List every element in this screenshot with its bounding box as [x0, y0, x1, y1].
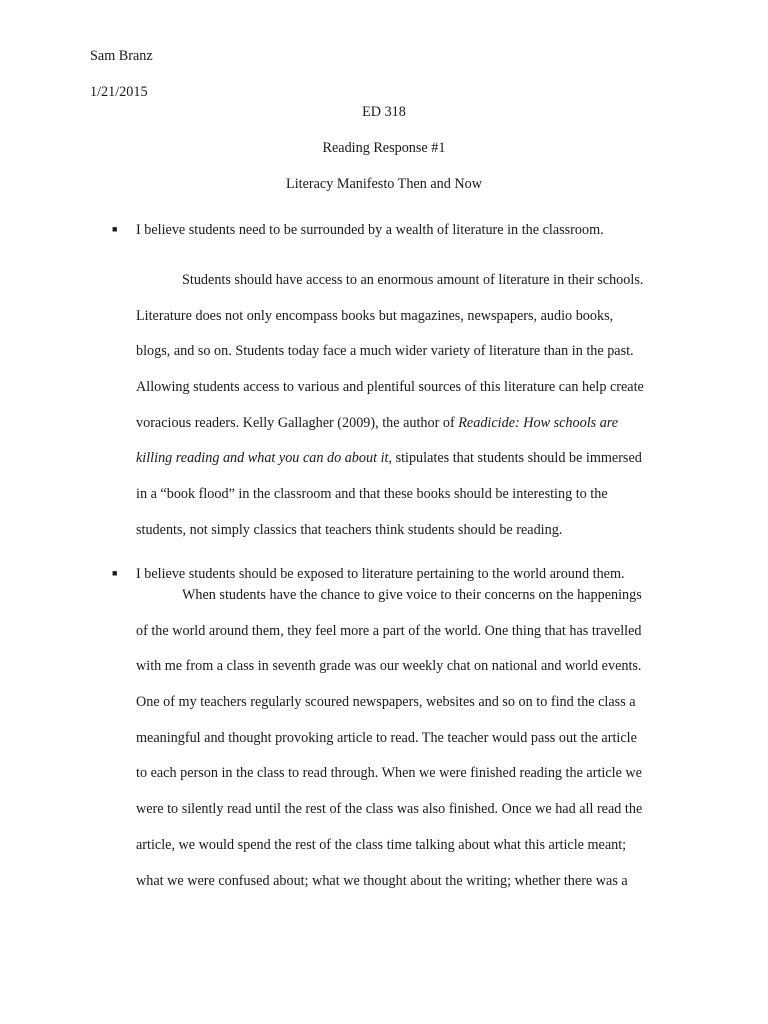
paragraph-line: Literature does not only encompass books but magazines, newspapers, audio books, — [136, 307, 614, 324]
paragraph-1 — [136, 270, 696, 556]
bullet-text-2: I believe students should be exposed to literature pertaining to the world around them. — [136, 566, 625, 582]
paragraph-line: Allowing students access to various and plentiful sources of this literature can help create — [136, 379, 644, 396]
paragraph-line — [136, 413, 696, 449]
paragraph-line: blogs, and so on. Students today face a much wider variety of literature than in the past. — [136, 343, 634, 360]
square-bullet-icon: ■ — [112, 568, 118, 578]
bullet-item-2 — [112, 566, 625, 583]
assignment-title: Reading Response #1 — [322, 140, 446, 156]
paragraph-line: article, we would spend the rest of the class time talking about what this article meant; — [136, 836, 627, 853]
book-title-italic: killing reading and what you can do about it — [136, 450, 389, 467]
paragraph-line: in a “book flood” in the classroom and that these books should be interesting to the — [136, 486, 608, 503]
bullet-text-1: I believe students need to be surrounded by a wealth of literature in the classroom. — [136, 222, 604, 238]
paragraph-line: students, not simply classics that teachers think students should be reading. — [136, 521, 563, 538]
paragraph-line: what we were confused about; what we thought about the writing; whether there was a — [136, 872, 628, 889]
course-code: ED 318 — [362, 104, 406, 120]
author-name: Sam Branz — [90, 48, 153, 64]
paragraph-line: to each person in the class to read through. When we were finished reading the article we — [136, 765, 642, 782]
bullet-item-1 — [112, 222, 604, 239]
paragraph-line — [136, 448, 696, 484]
paragraph-2 — [136, 585, 696, 906]
paragraph-line: with me from a class in seventh grade was our weekly chat on national and world events. — [136, 658, 642, 675]
paragraph-line: When students have the chance to give voice to their concerns on the happenings — [182, 587, 642, 603]
document-date: 1/21/2015 — [90, 84, 148, 100]
book-title-italic: Readicide: How schools are — [458, 414, 619, 431]
paragraph-line: Students should have access to an enormous amount of literature in their schools. — [182, 272, 644, 288]
line-text: , stipulates that students should be immersed — [388, 450, 642, 467]
paragraph-line: were to silently read until the rest of the class was also finished. Once we had all read the — [136, 801, 643, 818]
line-text: voracious readers. Kelly Gallagher (2009), the author of — [136, 414, 459, 431]
paragraph-line: meaningful and thought provoking article to read. The teacher would pass out the article — [136, 729, 637, 746]
document-title: Literacy Manifesto Then and Now — [286, 176, 482, 192]
square-bullet-icon: ■ — [112, 224, 118, 234]
paragraph-line: One of my teachers regularly scoured newspapers, websites and so on to find the class a — [136, 694, 636, 711]
paragraph-line: of the world around them, they feel more a part of the world. One thing that has travelled — [136, 622, 642, 639]
